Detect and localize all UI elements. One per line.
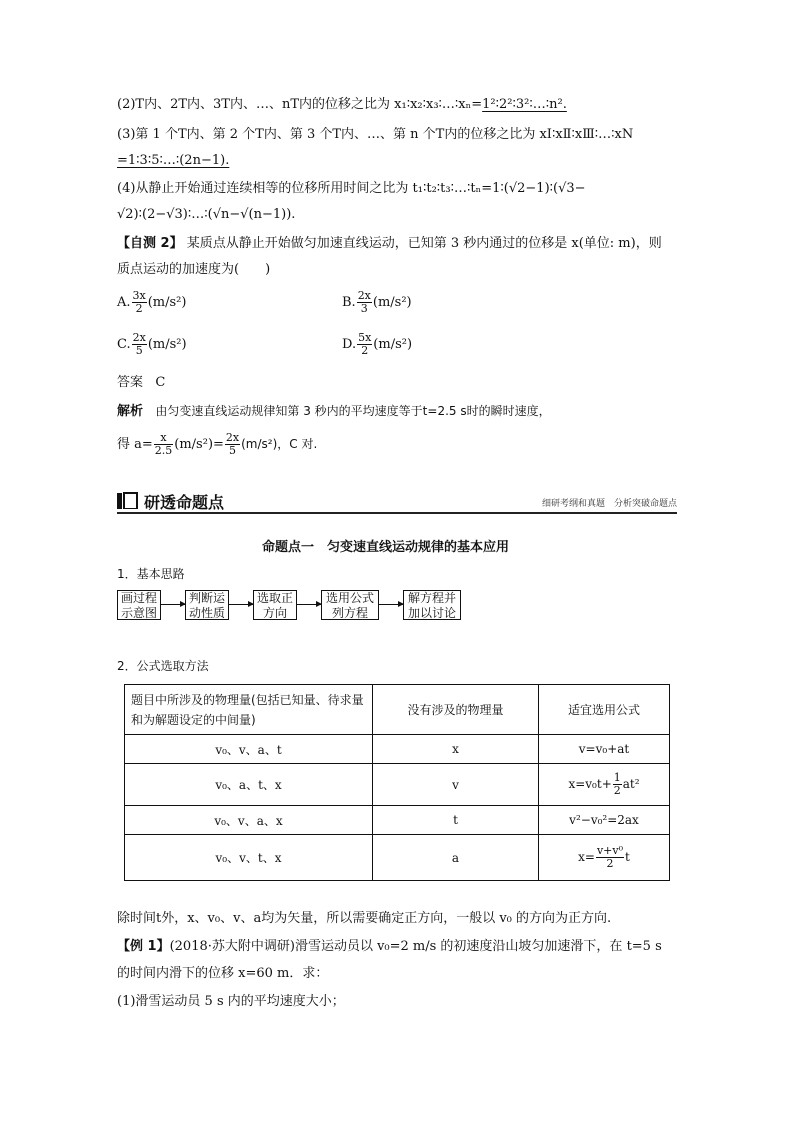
table-header: 题目中所涉及的物理量(包括已知量、待求量和为解题设定的中间量) xyxy=(125,685,373,735)
table-cell-given: v₀、v、a、t xyxy=(125,735,373,764)
example-line2: 的时间内滑下的位移 x=60 m．求： xyxy=(117,966,329,981)
fraction-numerator: 3x xyxy=(132,289,146,302)
analysis-formula-end: (m/s²)，C 对. xyxy=(241,437,318,451)
option-d xyxy=(342,332,412,357)
formula-prefix: x=v₀t+ xyxy=(568,777,612,791)
section-header xyxy=(117,490,677,514)
table-cell-missing: t xyxy=(373,806,539,835)
option-fraction xyxy=(357,332,372,357)
section-subtitle: 细研考纲和真题 分析突破命题点 xyxy=(541,499,677,509)
item-4-line1: (4)从静止开始通过连续相等的位移所用时间之比为 t₁∶t₂∶t₃∶…∶tₙ=1∶(√2−1)∶(√3− xyxy=(117,181,586,196)
fraction-denominator: 2 xyxy=(135,302,143,315)
analysis-formula xyxy=(117,432,317,457)
flow-step-5: 解方程并加以讨论 xyxy=(403,590,461,620)
section-icon xyxy=(117,491,139,509)
topic-sub1: 1．基本思路 xyxy=(117,567,185,581)
selftest-question-line1: 某质点从静止开始做匀加速直线运动，已知第 3 秒内通过的位移是 x(单位: m)，则 xyxy=(182,236,662,251)
example-line1 xyxy=(117,939,662,955)
option-label: C. xyxy=(117,337,131,352)
flow-step-4: 选用公式列方程 xyxy=(321,590,379,620)
analysis-text: 由匀变速直线运动规律知第 3 秒内的平均速度等于t=2.5 s时的瞬时速度， xyxy=(155,404,551,418)
table-cell-given: v₀、a、t、x xyxy=(125,764,373,806)
formula-fraction xyxy=(613,772,622,797)
fraction-numerator: v+v⁰ xyxy=(596,844,624,857)
analysis-formula-prefix: 得 a= xyxy=(117,437,153,452)
fraction-denominator: 5 xyxy=(229,444,237,457)
analysis-fraction-1 xyxy=(154,432,174,457)
fraction-numerator: x xyxy=(154,432,174,445)
table-header-row xyxy=(125,685,670,735)
option-label: B. xyxy=(342,295,356,310)
analysis-line xyxy=(117,403,551,420)
fraction-denominator: 2.5 xyxy=(154,444,173,457)
table-cell-formula: v²−v₀²=2ax xyxy=(539,806,670,835)
flow-step-1: 画过程示意图 xyxy=(117,590,161,620)
fraction-denominator: 2 xyxy=(361,344,369,357)
table-cell-given: v₀、v、t、x xyxy=(125,835,373,881)
table-cell-formula xyxy=(539,835,670,881)
selftest-question xyxy=(117,236,662,252)
option-fraction xyxy=(132,332,147,357)
flow-arrow-3 xyxy=(297,604,321,605)
option-unit: (m/s²) xyxy=(373,337,413,352)
table-row xyxy=(125,735,670,764)
option-unit: (m/s²) xyxy=(372,295,412,310)
table-row xyxy=(125,764,670,806)
table-cell-missing: x xyxy=(373,735,539,764)
selftest-tag: 【自测 2】 xyxy=(117,236,183,251)
formula-suffix: t xyxy=(625,850,630,864)
table-cell-formula xyxy=(539,764,670,806)
selftest-question-line2: 质点运动的加速度为( ) xyxy=(117,262,271,277)
table-cell-missing: a xyxy=(373,835,539,881)
table-row xyxy=(125,806,670,835)
option-c xyxy=(117,332,187,357)
analysis-formula-mid: (m/s²)= xyxy=(174,437,224,452)
answer-label: 答案 xyxy=(117,375,144,390)
flow-arrow-1 xyxy=(161,604,185,605)
item-3-answer-text: =1∶3∶5∶…∶(2n−1). xyxy=(117,153,230,168)
topic-title: 命题点一 匀变速直线运动规律的基本应用 xyxy=(262,540,510,555)
fraction-numerator: 2x xyxy=(357,289,371,302)
option-label: D. xyxy=(342,337,357,352)
analysis-fraction-2 xyxy=(225,432,240,457)
table-header: 适宜选用公式 xyxy=(539,685,670,735)
fraction-numerator: 2x xyxy=(132,331,146,344)
fraction-denominator: 3 xyxy=(360,302,368,315)
analysis-label: 解析 xyxy=(117,404,144,419)
item-4-line2: √2)∶(2−√3)∶…∶(√n−√(n−1)). xyxy=(117,207,296,222)
fraction-numerator: 2x xyxy=(225,431,240,444)
table-row xyxy=(125,835,670,881)
flow-step-2: 判断运动性质 xyxy=(185,590,229,620)
formula-prefix: x= xyxy=(578,850,595,864)
item-2 xyxy=(117,97,567,113)
option-fraction xyxy=(132,290,147,315)
fraction-denominator: 2 xyxy=(606,857,614,870)
option-b xyxy=(342,290,412,315)
option-unit: (m/s²) xyxy=(147,295,187,310)
table-cell-missing: v xyxy=(373,764,539,806)
option-fraction xyxy=(357,290,372,315)
table-header: 没有涉及的物理量 xyxy=(373,685,539,735)
answer-value: C xyxy=(155,375,166,390)
item-2-answer: 1²∶2²∶3²∶…∶n². xyxy=(482,97,567,112)
option-a xyxy=(117,290,186,315)
flow-arrow-4 xyxy=(379,604,403,605)
formula-suffix: at² xyxy=(622,777,640,791)
flow-step-3: 选取正方向 xyxy=(253,590,297,620)
example-tag: 【例 1】 xyxy=(117,939,170,954)
answer-line xyxy=(117,375,165,391)
vector-note: 除时间t外，x、v₀、v、a均为矢量，所以需要确定正方向，一般以 v₀ 的方向为正方向. xyxy=(117,911,612,926)
formula-table xyxy=(124,684,670,881)
option-unit: (m/s²) xyxy=(147,337,187,352)
fraction-numerator: 5x xyxy=(358,331,372,344)
flow-arrow-2 xyxy=(229,604,253,605)
item-3-answer xyxy=(117,153,229,169)
fraction-denominator: 5 xyxy=(135,344,143,357)
table-cell-given: v₀、v、a、x xyxy=(125,806,373,835)
section-title: 研透命题点 xyxy=(144,493,225,512)
formula-fraction xyxy=(596,845,624,870)
example-line1-text: (2018·苏大附中调研)滑雪运动员以 v₀=2 m/s 的初速度沿山坡匀加速滑下，在 t=5 s xyxy=(169,939,662,954)
option-label: A. xyxy=(117,295,131,310)
item-3-text: (3)第 1 个T内、第 2 个T内、第 3 个T内、…、第 n 个T内的位移之比为 xⅠ∶xⅡ∶xⅢ∶…∶xN xyxy=(117,127,634,142)
table-cell-formula: v=v₀+at xyxy=(539,735,670,764)
fraction-denominator: 2 xyxy=(613,784,621,797)
topic-sub2: 2．公式选取方法 xyxy=(117,659,209,673)
fraction-numerator: 1 xyxy=(613,771,621,784)
example-q1: (1)滑雪运动员 5 s 内的平均速度大小； xyxy=(117,994,345,1009)
item-2-text: (2)T内、2T内、3T内、…、nT内的位移之比为 x₁∶x₂∶x₃∶…∶xₙ= xyxy=(117,97,483,112)
